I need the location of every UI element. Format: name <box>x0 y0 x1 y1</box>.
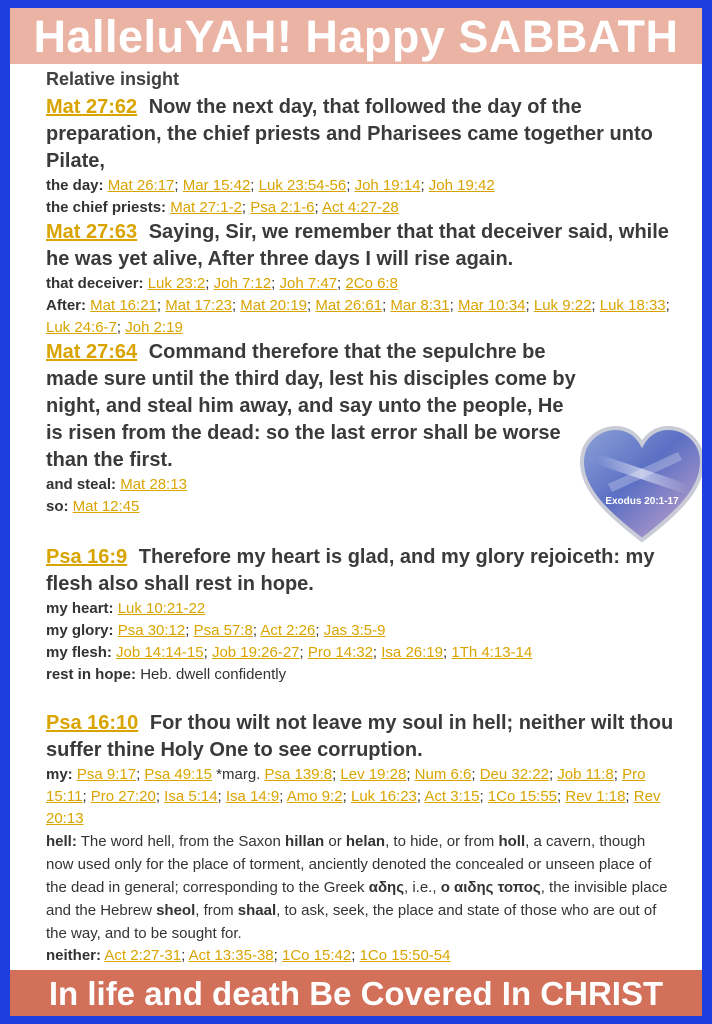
note-term: shaal <box>237 902 277 919</box>
xref-label: and steal: <box>46 476 117 493</box>
separator: ; <box>591 297 600 314</box>
separator: ; <box>279 788 287 805</box>
xref-link[interactable]: 1Co 15:50-54 <box>359 947 451 964</box>
xref-line <box>46 295 676 339</box>
note-term: ο αιδης τοπος <box>440 879 541 896</box>
xref-label: the chief priests: <box>46 199 167 216</box>
xref-link[interactable]: Joh 7:12 <box>213 275 272 292</box>
separator: ; <box>442 644 452 661</box>
separator: ; <box>548 766 558 783</box>
note-term: sheol <box>156 902 196 919</box>
xref-link[interactable]: Deu 32:22 <box>479 766 549 783</box>
xref-link[interactable]: Rev 20:13 <box>46 788 661 827</box>
separator: ; <box>271 275 280 292</box>
page-frame <box>10 8 702 1016</box>
xref-link[interactable]: Job 11:8 <box>557 766 614 783</box>
xref-link[interactable]: Luk 23:54-56 <box>258 177 347 194</box>
xref-link[interactable]: Psa 30:12 <box>117 622 186 639</box>
separator: ; <box>155 788 165 805</box>
xref-links <box>120 476 187 493</box>
xref-link[interactable]: Joh 7:47 <box>279 275 338 292</box>
separator: ; <box>156 297 166 314</box>
xref-link[interactable]: 1Co 15:42 <box>282 947 352 964</box>
xref-links <box>104 947 450 964</box>
separator: ; <box>337 275 346 292</box>
verse-ref-link[interactable]: Mat 27:62 <box>46 96 138 118</box>
separator: ; <box>252 622 261 639</box>
xref-line <box>46 642 676 664</box>
xref-label: rest in hope: <box>46 666 137 683</box>
xref-links <box>46 297 670 336</box>
separator: ; <box>185 622 194 639</box>
xref-label: my: <box>46 766 73 783</box>
xref-link[interactable]: Luk 10:21-22 <box>117 600 206 617</box>
separator: ; <box>665 297 670 314</box>
separator: ; <box>416 788 425 805</box>
separator: ; <box>241 199 251 216</box>
xref-link[interactable]: Mat 27:1-2 <box>170 199 242 216</box>
verse-mat-27-63 <box>46 219 676 273</box>
xref-label: my glory: <box>46 622 114 639</box>
xref-link[interactable]: Pro 15:11 <box>46 766 646 805</box>
xref-link[interactable]: Mat 26:17 <box>107 177 175 194</box>
xref-link[interactable]: Luk 18:33 <box>599 297 666 314</box>
xref-link[interactable]: Mat 17:23 <box>165 297 232 314</box>
insight-title: Relative insight <box>46 69 180 89</box>
verse-text: For thou wilt not leave my soul in hell; neither wilt thou suffer thine Holy One to see corruption. <box>46 712 674 761</box>
xref-link[interactable]: Act 4:27-28 <box>322 199 399 216</box>
xref-link[interactable]: 1Th 4:13-14 <box>451 644 533 661</box>
xref-links <box>116 644 532 661</box>
xref-link[interactable]: Mat 12:45 <box>72 498 140 515</box>
separator: ; <box>471 766 480 783</box>
xref-link[interactable]: Isa 14:9 <box>225 788 280 805</box>
xref-link[interactable]: Act 2:26 <box>260 622 316 639</box>
xref-link[interactable]: Mat 20:19 <box>240 297 308 314</box>
xref-link[interactable]: Mat 28:13 <box>120 476 187 493</box>
neither-xref-line <box>46 945 676 967</box>
xref-label: After: <box>46 297 86 314</box>
note-term: αδης <box>368 879 404 896</box>
separator: ; <box>82 788 91 805</box>
xref-link[interactable]: Job 14:14-15 <box>116 644 204 661</box>
xref-label: the day: <box>46 177 104 194</box>
heart-caption: Exodus 20:1-17 <box>605 496 679 507</box>
xref-link[interactable]: 2Co 6:8 <box>345 275 398 292</box>
xref-line <box>46 273 676 295</box>
xref-link[interactable]: Act 3:15 <box>424 788 480 805</box>
xref-link[interactable]: Mat 16:21 <box>90 297 157 314</box>
xref-link[interactable]: Pro 27:20 <box>90 788 156 805</box>
separator: ; <box>136 766 145 783</box>
xref-link[interactable]: Mar 15:42 <box>182 177 251 194</box>
xref-note: Heb. dwell confidently <box>140 666 287 683</box>
note-text: , to hide, or from <box>385 833 495 850</box>
footer-banner: In life and death Be Covered In CHRIST <box>10 970 702 1016</box>
verse-ref-link[interactable]: Mat 27:63 <box>46 221 138 243</box>
separator: ; <box>382 297 391 314</box>
xref-links <box>108 177 495 194</box>
separator: ; <box>231 297 241 314</box>
separator: ; <box>174 177 183 194</box>
note-text: or <box>328 833 342 850</box>
xref-link[interactable]: Lev 19:28 <box>340 766 407 783</box>
separator: ; <box>116 319 126 336</box>
separator: ; <box>406 766 415 783</box>
xref-links <box>170 199 399 216</box>
note-term: hillan <box>285 833 325 850</box>
xref-line <box>46 197 676 219</box>
xref-label: neither: <box>46 947 102 964</box>
verse-ref-link[interactable]: Mat 27:64 <box>46 341 138 363</box>
note-text: , to ask, seek, the place and state of those who are out of the way, and to be sought for. <box>46 902 657 942</box>
note-text: , i.e., <box>404 879 437 896</box>
separator: ; <box>351 947 360 964</box>
xref-link[interactable]: Pro 14:32 <box>307 644 373 661</box>
verse-mat-27-62 <box>46 94 676 175</box>
verse-psa-16-9 <box>46 544 676 598</box>
separator: ; <box>307 297 316 314</box>
separator: ; <box>625 788 634 805</box>
header-banner: HalleluYAH! Happy SABBATH <box>10 8 702 64</box>
xref-link[interactable]: Joh 19:14 <box>354 177 421 194</box>
separator: ; <box>181 947 189 964</box>
note-text: , the invisible place and the Hebrew <box>46 879 668 919</box>
heart-image <box>578 424 702 544</box>
xref-link[interactable]: Rev 1:18 <box>565 788 626 805</box>
xref-line <box>46 598 676 620</box>
rest-in-hope-line <box>46 664 676 686</box>
verse-text: Therefore my heart is glad, and my glory rejoiceth: my flesh also shall rest in hope. <box>46 546 655 595</box>
xref-link[interactable]: 1Co 15:55 <box>487 788 558 805</box>
xref-label: my flesh: <box>46 644 112 661</box>
xref-link[interactable]: Psa 2:1-6 <box>250 199 315 216</box>
my-xref-line <box>46 764 676 830</box>
separator: ; <box>557 788 566 805</box>
separator: ; <box>315 622 324 639</box>
note-label: hell: <box>46 833 77 850</box>
xref-link[interactable]: Jas 3:5-9 <box>323 622 386 639</box>
xref-link[interactable]: Luk 23:2 <box>147 275 206 292</box>
verse-text: Command therefore that the sepulchre be made sure until the third day, lest his disciples come by night, and steal him away, and say unto the people, He is risen from the dead: so the last error shall be worse than the first. <box>46 341 576 471</box>
xref-label: my heart: <box>46 600 114 617</box>
note-text: , a cavern, though now used only for the place of torment, anciently denoted the concealed or unseen place of the dead in general; corresponding to the Greek <box>46 833 652 896</box>
separator: ; <box>346 177 355 194</box>
xref-link[interactable]: Act 2:27-31 <box>104 947 182 964</box>
xref-label: so: <box>46 498 69 515</box>
separator: ; <box>273 947 282 964</box>
xref-link[interactable]: Luk 9:22 <box>533 297 592 314</box>
xref-link[interactable]: Psa 9:17 <box>76 766 137 783</box>
separator: ; <box>613 766 623 783</box>
separator: ; <box>525 297 534 314</box>
separator: ; <box>479 788 488 805</box>
verse-mat-27-64 <box>46 339 582 474</box>
note-term: holl <box>498 833 526 850</box>
xref-line <box>46 175 676 197</box>
separator: ; <box>342 788 351 805</box>
xref-link[interactable]: Isa 5:14 <box>164 788 218 805</box>
separator: ; <box>372 644 382 661</box>
marg-note: *marg. <box>216 766 261 783</box>
xref-links <box>73 498 140 515</box>
separator: ; <box>420 177 429 194</box>
xref-link[interactable]: Joh 19:42 <box>428 177 495 194</box>
separator: ; <box>449 297 458 314</box>
xref-link[interactable]: Job 19:26-27 <box>211 644 300 661</box>
separator: ; <box>217 788 226 805</box>
xref-link[interactable]: Luk 16:23 <box>351 788 417 805</box>
verse-text: Now the next day, that followed the day of the preparation, the chief priests and Pharisees came together unto Pilate, <box>46 96 653 172</box>
xref-link[interactable]: Mar 10:34 <box>457 297 526 314</box>
xref-links <box>148 275 398 292</box>
hell-note <box>46 830 676 945</box>
separator: ; <box>299 644 308 661</box>
xref-line <box>46 620 676 642</box>
xref-link[interactable]: Amo 9:2 <box>286 788 343 805</box>
spacer <box>46 686 676 710</box>
separator: ; <box>205 275 214 292</box>
note-term: helan <box>345 833 386 850</box>
verse-text: Saying, Sir, we remember that that deceiver said, while he was yet alive, After three days I will rise again. <box>46 221 669 270</box>
xref-label: that deceiver: <box>46 275 144 292</box>
note-text: The word hell, from the Saxon <box>80 833 281 850</box>
xref-links <box>118 600 206 617</box>
separator: ; <box>332 766 341 783</box>
xref-link[interactable]: Num 6:6 <box>414 766 472 783</box>
xref-link[interactable]: Luk 24:6-7 <box>46 319 117 336</box>
separator: ; <box>314 199 322 216</box>
verse-ref-link[interactable]: Psa 16:10 <box>46 712 139 734</box>
xref-link[interactable]: Isa 26:19 <box>381 644 443 661</box>
xref-link[interactable]: Act 13:35-38 <box>188 947 274 964</box>
separator: ; <box>203 644 212 661</box>
verse-ref-link[interactable]: Psa 16:9 <box>46 546 128 568</box>
xref-link[interactable]: Mar 8:31 <box>390 297 450 314</box>
separator: ; <box>250 177 259 194</box>
xref-link[interactable]: Mat 26:61 <box>315 297 383 314</box>
xref-link[interactable]: Psa 49:15 <box>144 766 212 783</box>
note-text: , from <box>195 902 234 919</box>
xref-link[interactable]: Psa 139:8 <box>264 766 333 783</box>
verse-psa-16-10 <box>46 710 676 764</box>
xref-links <box>77 766 212 783</box>
xref-link[interactable]: Psa 57:8 <box>193 622 253 639</box>
xref-links <box>118 622 386 639</box>
xref-link[interactable]: Joh 2:19 <box>125 319 183 336</box>
